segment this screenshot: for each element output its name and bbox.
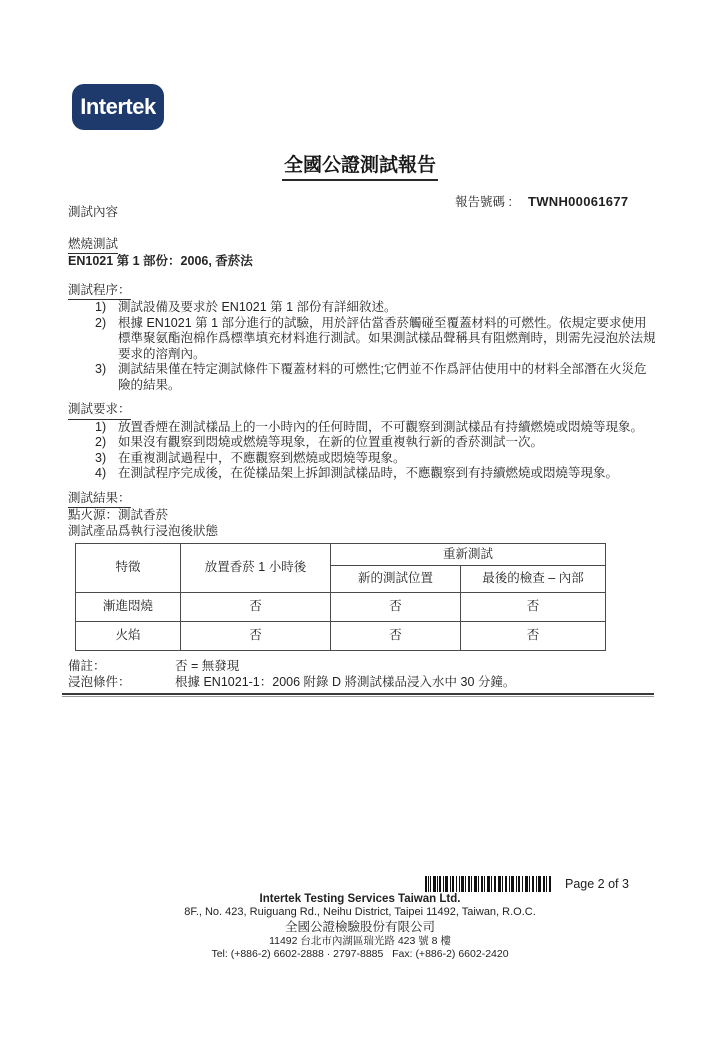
procedure-item-number: 2)	[95, 315, 107, 330]
intertek-logo-text: Intertek	[80, 94, 156, 119]
footer-address-en: 8F., No. 423, Ruiguang Rd., Neihu District, Taipei 11492, Taiwan, R.O.C.	[184, 906, 536, 918]
requirement-item-text: 如果沒有觀察到悶燒或燃燒等現象，在新的位置重複執行新的香菸測試一次。	[118, 435, 544, 449]
remark-row	[68, 658, 656, 674]
procedure-item-text: 根據 EN1021 第 1 部分進行的試驗，用於評估當香菸觸碰至覆蓋材料的可燃性。依規定要求使用標準聚氨酯泡棉作爲標準填充材料進行測試。如果測試樣品聲稱具有阻燃劑時，則需先浸泡於法規要求的溶劑內。	[118, 315, 656, 361]
row-final-check: 否	[461, 593, 606, 622]
intertek-logo	[72, 84, 164, 130]
soak-condition-value: 根據 EN1021-1：2006 附錄 D 將測試樣品浸入水中 30 分鐘。	[175, 675, 516, 689]
footer-address-zh: 11492 台北市內湖區瑞光路 423 號 8 樓	[269, 934, 451, 947]
procedure-item	[95, 300, 656, 316]
requirement-item	[95, 435, 656, 451]
requirement-item	[95, 466, 656, 482]
requirement-item-text: 放置香煙在測試樣品上的一小時內的任何時間，不可觀察到測試樣品有持續燃燒或悶燒等現象。	[118, 419, 644, 434]
ignition-source: 點火源：測試香菸	[68, 508, 169, 522]
sample-condition: 測試產品爲執行浸泡後狀態	[68, 523, 219, 538]
col-header-retest: 重新測試	[331, 544, 606, 566]
results-heading: 測試結果：	[68, 491, 656, 509]
col-header-feature: 特徵	[76, 544, 181, 593]
col-header-new-position: 新的測試位置	[331, 566, 461, 593]
requirement-item-text: 在重複測試過程中，不應觀察到燃燒或悶燒等現象。	[118, 450, 406, 465]
row-new-position: 否	[331, 593, 461, 622]
row-new-position: 否	[331, 622, 461, 651]
page-indicator: Page 2 of 3	[565, 877, 629, 891]
footer	[0, 892, 720, 960]
row-after-one-hour: 否	[181, 622, 331, 651]
soak-condition-label: 浸泡條件：	[68, 675, 131, 689]
footer-company-en: Intertek Testing Services Taiwan Ltd.	[259, 893, 461, 905]
procedure-item-text: 測試結果僅在特定測試條件下覆蓋材料的可燃性;它們並不作爲評估使用中的材料全部潛在火災危險的結果。	[118, 362, 647, 392]
row-feature: 火焰	[76, 622, 181, 651]
col-header-after-one-hour: 放置香菸 1 小時後	[181, 544, 331, 593]
barcode-icon	[425, 876, 551, 892]
test-content-label: 測試內容	[68, 205, 119, 219]
requirement-item-text: 在測試程序完成後，在從樣品架上拆卸測試樣品時，不應觀察到有持續燃燒或悶燒等現象。	[118, 466, 619, 480]
requirement-item-number: 2)	[95, 435, 107, 449]
report-body	[68, 205, 656, 697]
footer-tel-fax: Tel: (+886-2) 6602-2888 · 2797-8885 Fax: (+886-2) 6602-2420	[211, 947, 509, 960]
row-final-check: 否	[461, 622, 606, 651]
row-after-one-hour: 否	[181, 593, 331, 622]
procedure-item	[95, 316, 656, 363]
burn-test-standard: EN1021 第 1 部份：2006, 香菸法	[68, 254, 253, 268]
report-title-text: 全國公證測試報告	[282, 150, 438, 181]
requirement-item	[95, 420, 656, 436]
section-divider	[62, 693, 654, 697]
result-table	[75, 543, 606, 651]
requirement-item	[95, 451, 656, 467]
procedure-item-text: 測試設備及要求於 EN1021 第 1 部份有詳細敘述。	[118, 300, 397, 314]
requirement-item-number: 1)	[95, 419, 107, 434]
procedure-item-number: 1)	[95, 300, 107, 314]
requirements-heading: 測試要求：	[68, 402, 656, 420]
report-title	[0, 150, 720, 181]
notes-block	[68, 658, 656, 690]
remark-value: 否 = 無發現	[175, 659, 240, 673]
procedure-heading: 測試程序：	[68, 283, 656, 301]
barcode-row	[425, 876, 629, 892]
report-number-label: 報告號碼 :	[455, 195, 512, 209]
row-feature: 漸進悶燒	[76, 593, 181, 622]
procedure-item-number: 3)	[95, 362, 107, 376]
col-header-final-check: 最後的檢查 – 內部	[461, 566, 606, 593]
footer-company-zh: 全國公證檢驗股份有限公司	[284, 919, 435, 934]
burn-test-heading: 燃燒測試	[68, 237, 656, 255]
table-row	[76, 593, 606, 622]
soak-condition-row	[68, 674, 656, 690]
procedure-item	[95, 362, 656, 393]
report-number-value: TWNH00061677	[527, 194, 629, 209]
requirement-item-number: 4)	[95, 466, 107, 480]
requirement-item-number: 3)	[95, 450, 107, 465]
remark-label: 備註：	[68, 659, 106, 673]
table-row	[76, 622, 606, 651]
